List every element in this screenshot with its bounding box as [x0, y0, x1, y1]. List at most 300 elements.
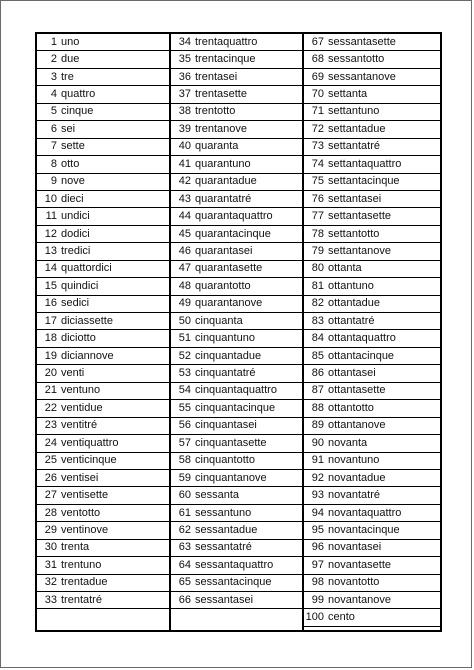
number-word: settantotto: [328, 227, 380, 240]
number-digits: 83: [311, 314, 324, 327]
number-word: cinquantacinque: [195, 401, 276, 414]
number-word: settantacinque: [328, 175, 400, 188]
table-row: [171, 383, 302, 400]
number-word: settantanove: [328, 244, 391, 257]
number-word: tredici: [61, 244, 91, 257]
number-digits: 55: [178, 401, 191, 414]
number-word: ventiquattro: [61, 436, 119, 449]
number-digits: 6: [50, 122, 57, 135]
table-row: [304, 540, 440, 557]
number-word: ottantotto: [328, 401, 374, 414]
number-word: cinquantasei: [195, 419, 257, 432]
number-digits: 98: [311, 576, 324, 589]
table-row: [304, 365, 440, 382]
number-digits: 94: [311, 506, 324, 519]
number-digits: 97: [311, 558, 324, 571]
table-row: [171, 470, 302, 487]
number-digits: 17: [44, 314, 57, 327]
number-word: quattro: [61, 88, 96, 101]
number-word: quarantasei: [195, 244, 253, 257]
number-word: novantuno: [328, 454, 380, 467]
numbers-table: [35, 32, 442, 632]
number-word: trentatré: [61, 593, 102, 606]
table-row: [37, 330, 169, 347]
table-row: [37, 51, 169, 68]
number-word: ventitré: [61, 419, 98, 432]
table-row: [37, 261, 169, 278]
number-digits: 77: [311, 210, 324, 223]
table-row: [304, 522, 440, 539]
table-row: [37, 522, 169, 539]
number-word: diciotto: [61, 332, 96, 345]
table-row: [171, 191, 302, 208]
table-row: [37, 418, 169, 435]
number-word: ottanta: [328, 262, 362, 275]
number-digits: 84: [311, 332, 324, 345]
number-digits: 39: [178, 122, 191, 135]
number-digits: 28: [44, 506, 57, 519]
table-row: [304, 261, 440, 278]
table-row: [304, 86, 440, 103]
number-word: cinquantanove: [195, 471, 267, 484]
number-word: sessantasette: [328, 35, 396, 48]
number-word: novanta: [328, 436, 368, 449]
number-digits: 32: [44, 576, 57, 589]
number-digits: 65: [178, 576, 191, 589]
number-word: trentadue: [61, 576, 108, 589]
number-digits: 29: [44, 523, 57, 536]
number-digits: 81: [311, 279, 324, 292]
table-row: [304, 557, 440, 574]
table-row: [171, 557, 302, 574]
number-word: novantasette: [328, 558, 391, 571]
table-row: [171, 365, 302, 382]
number-word: trentanove: [195, 122, 247, 135]
number-word: diciannove: [61, 349, 114, 362]
table-row: [37, 453, 169, 470]
number-digits: 88: [311, 401, 324, 414]
number-digits: 93: [311, 489, 324, 502]
table-row: [37, 156, 169, 173]
number-digits: 68: [311, 53, 324, 66]
number-digits: 5: [50, 105, 57, 118]
number-digits: 99: [311, 593, 324, 606]
table-row: [37, 226, 169, 243]
table-row: [37, 540, 169, 557]
table-row: [304, 313, 440, 330]
number-word: novantanove: [328, 593, 391, 606]
number-word: settantasei: [328, 192, 382, 205]
number-digits: 69: [311, 70, 324, 83]
number-digits: 51: [178, 332, 191, 345]
number-word: sessantuno: [195, 506, 252, 519]
number-word: novantotto: [328, 576, 380, 589]
table-row: [304, 609, 440, 626]
table-row: [171, 261, 302, 278]
table-row: [37, 313, 169, 330]
table-row: [304, 278, 440, 295]
table-row: [304, 330, 440, 347]
number-word: ottantadue: [328, 297, 380, 310]
table-row: [304, 487, 440, 504]
number-word: settanta: [328, 88, 368, 101]
number-digits: 91: [311, 454, 324, 467]
number-digits: 58: [178, 454, 191, 467]
number-word: quattordici: [61, 262, 112, 275]
table-row: [171, 226, 302, 243]
number-digits: 16: [44, 297, 57, 310]
table-row: [37, 383, 169, 400]
number-word: sessantasei: [195, 593, 254, 606]
number-digits: 66: [178, 593, 191, 606]
table-row: [304, 348, 440, 365]
table-row: [171, 139, 302, 156]
table-row: [171, 313, 302, 330]
number-digits: 33: [44, 593, 57, 606]
table-row: [37, 243, 169, 260]
number-digits: 57: [178, 436, 191, 449]
number-digits: 3: [50, 70, 57, 83]
number-digits: 87: [311, 384, 324, 397]
number-digits: 59: [178, 471, 191, 484]
number-word: ventisette: [61, 489, 109, 502]
number-word: sessanta: [195, 489, 240, 502]
number-word: ottantanove: [328, 419, 386, 432]
number-word: trentacinque: [195, 53, 256, 66]
number-digits: 73: [311, 140, 324, 153]
table-row: [171, 208, 302, 225]
table-row: [304, 174, 440, 191]
number-word: novantasei: [328, 541, 382, 554]
table-row: [304, 191, 440, 208]
table-row: [304, 383, 440, 400]
number-word: novantaquattro: [328, 506, 402, 519]
number-word: quarantasette: [195, 262, 263, 275]
table-row: [37, 592, 169, 609]
number-digits: 49: [178, 297, 191, 310]
table-row: [171, 348, 302, 365]
number-digits: 89: [311, 419, 324, 432]
number-word: sessantaquattro: [195, 558, 274, 571]
table-row: [304, 470, 440, 487]
number-word: otto: [61, 157, 80, 170]
number-word: quarantatré: [195, 192, 252, 205]
table-row: [304, 243, 440, 260]
table-row: [171, 278, 302, 295]
number-word: ottantacinque: [328, 349, 395, 362]
number-digits: 25: [44, 454, 57, 467]
table-row: [171, 487, 302, 504]
table-row: [304, 139, 440, 156]
number-word: settantadue: [328, 122, 386, 135]
number-digits: 64: [178, 558, 191, 571]
table-row: [171, 243, 302, 260]
number-word: ottantasette: [328, 384, 386, 397]
table-row: [171, 34, 302, 51]
number-digits: 27: [44, 489, 57, 502]
table-row: [37, 34, 169, 51]
number-digits: 43: [178, 192, 191, 205]
number-word: dodici: [61, 227, 90, 240]
table-column-3: [302, 34, 440, 630]
number-digits: 54: [178, 384, 191, 397]
number-digits: 85: [311, 349, 324, 362]
table-row: [304, 575, 440, 592]
number-word: sessantadue: [195, 523, 258, 536]
number-digits: 70: [311, 88, 324, 101]
number-word: venticinque: [61, 454, 117, 467]
number-digits: 74: [311, 157, 324, 170]
number-word: sessantotto: [328, 53, 385, 66]
table-row: [304, 418, 440, 435]
number-word: sessantatré: [195, 541, 252, 554]
number-digits: 72: [311, 122, 324, 135]
number-word: undici: [61, 210, 90, 223]
number-word: cinquantotto: [195, 454, 255, 467]
table-row: [37, 86, 169, 103]
number-word: sessantacinque: [195, 576, 272, 589]
number-digits: 18: [44, 332, 57, 345]
number-digits: 15: [44, 279, 57, 292]
number-digits: 14: [44, 262, 57, 275]
number-word: settantaquattro: [328, 157, 402, 170]
number-word: quarantacinque: [195, 227, 271, 240]
table-row: [37, 191, 169, 208]
table-row: [37, 174, 169, 191]
number-digits: 52: [178, 349, 191, 362]
number-digits: 47: [178, 262, 191, 275]
number-word: settantasette: [328, 210, 391, 223]
table-row: [171, 330, 302, 347]
number-word: dieci: [61, 192, 84, 205]
table-row: [37, 400, 169, 417]
number-word: ventotto: [61, 506, 101, 519]
number-word: sette: [61, 140, 85, 153]
number-digits: 100: [305, 611, 324, 624]
number-word: quaranta: [195, 140, 239, 153]
number-digits: 62: [178, 523, 191, 536]
number-digits: 92: [311, 471, 324, 484]
table-row: [171, 156, 302, 173]
number-digits: 19: [44, 349, 57, 362]
number-digits: 2: [50, 53, 57, 66]
number-digits: 82: [311, 297, 324, 310]
number-digits: 42: [178, 175, 191, 188]
number-digits: 56: [178, 419, 191, 432]
number-digits: 86: [311, 367, 324, 380]
number-word: cinquantuno: [195, 332, 255, 345]
table-row: [37, 470, 169, 487]
number-digits: 90: [311, 436, 324, 449]
number-digits: 41: [178, 157, 191, 170]
number-word: due: [61, 53, 80, 66]
empty-row: [37, 609, 169, 626]
number-digits: 78: [311, 227, 324, 240]
number-digits: 61: [178, 506, 191, 519]
table-column-1: [37, 34, 169, 630]
table-row: [171, 575, 302, 592]
table-row: [171, 174, 302, 191]
table-row: [171, 453, 302, 470]
number-digits: 67: [311, 35, 324, 48]
number-word: settantuno: [328, 105, 380, 118]
number-word: sedici: [61, 297, 90, 310]
table-row: [37, 69, 169, 86]
number-digits: 75: [311, 175, 324, 188]
table-row: [304, 400, 440, 417]
number-digits: 48: [178, 279, 191, 292]
number-digits: 24: [44, 436, 57, 449]
number-digits: 8: [50, 157, 57, 170]
table-row: [171, 121, 302, 138]
number-word: novantacinque: [328, 523, 400, 536]
table-row: [171, 522, 302, 539]
table-row: [171, 592, 302, 609]
number-word: tre: [61, 70, 74, 83]
number-word: sei: [61, 122, 76, 135]
number-word: trenta: [61, 541, 90, 554]
table-row: [171, 51, 302, 68]
table-row: [171, 86, 302, 103]
table-row: [171, 69, 302, 86]
table-row: [304, 104, 440, 121]
table-row: [37, 296, 169, 313]
number-word: ottantaquattro: [328, 332, 396, 345]
table-row: [37, 557, 169, 574]
table-row: [171, 435, 302, 452]
number-word: quindici: [61, 279, 99, 292]
table-row: [304, 592, 440, 609]
number-word: settantatré: [328, 140, 380, 153]
number-word: cento: [328, 611, 355, 624]
number-word: quarantotto: [195, 279, 251, 292]
number-word: ventinove: [61, 523, 109, 536]
number-word: uno: [61, 35, 80, 48]
number-digits: 9: [50, 175, 57, 188]
number-digits: 40: [178, 140, 191, 153]
number-word: trentaquattro: [195, 35, 258, 48]
number-digits: 7: [50, 140, 57, 153]
table-row: [37, 505, 169, 522]
number-digits: 46: [178, 244, 191, 257]
number-word: ventidue: [61, 401, 103, 414]
number-digits: 30: [44, 541, 57, 554]
number-word: ottantasei: [328, 367, 376, 380]
number-digits: 23: [44, 419, 57, 432]
number-digits: 34: [178, 35, 191, 48]
number-word: ventisei: [61, 471, 99, 484]
number-digits: 60: [178, 489, 191, 502]
number-word: sessantanove: [328, 70, 396, 83]
table-row: [171, 418, 302, 435]
number-digits: 53: [178, 367, 191, 380]
number-word: cinquantadue: [195, 349, 262, 362]
number-word: trentasette: [195, 88, 247, 101]
number-digits: 13: [44, 244, 57, 257]
number-word: quarantuno: [195, 157, 251, 170]
number-digits: 21: [44, 384, 57, 397]
number-word: trentuno: [61, 558, 102, 571]
number-word: cinque: [61, 105, 94, 118]
number-word: novantatré: [328, 489, 380, 502]
table-column-2: [169, 34, 302, 630]
table-row: [37, 575, 169, 592]
empty-row: [171, 609, 302, 626]
number-digits: 44: [178, 210, 191, 223]
number-digits: 4: [50, 88, 57, 101]
number-digits: 45: [178, 227, 191, 240]
number-word: quarantadue: [195, 175, 257, 188]
number-digits: 63: [178, 541, 191, 554]
table-row: [171, 296, 302, 313]
table-row: [171, 400, 302, 417]
number-digits: 76: [311, 192, 324, 205]
number-digits: 79: [311, 244, 324, 257]
number-digits: 95: [311, 523, 324, 536]
table-row: [37, 487, 169, 504]
number-word: venti: [61, 367, 85, 380]
number-digits: 12: [44, 227, 57, 240]
number-word: cinquanta: [195, 314, 243, 327]
table-row: [304, 453, 440, 470]
number-word: nove: [61, 175, 85, 188]
table-row: [37, 139, 169, 156]
number-digits: 11: [45, 210, 57, 223]
table-row: [304, 34, 440, 51]
number-word: cinquantatré: [195, 367, 256, 380]
number-digits: 71: [311, 105, 324, 118]
number-word: ventuno: [61, 384, 101, 397]
number-digits: 36: [178, 70, 191, 83]
number-digits: 10: [44, 192, 57, 205]
number-digits: 1: [50, 35, 57, 48]
number-digits: 20: [44, 367, 57, 380]
table-row: [37, 104, 169, 121]
number-digits: 22: [44, 401, 57, 414]
number-word: trentasei: [195, 70, 238, 83]
table-row: [304, 208, 440, 225]
number-word: quarantanove: [195, 297, 263, 310]
table-row: [304, 156, 440, 173]
table-row: [304, 226, 440, 243]
table-row: [304, 296, 440, 313]
number-word: cinquantaquattro: [195, 384, 277, 397]
table-row: [37, 278, 169, 295]
table-row: [304, 505, 440, 522]
number-word: quarantaquattro: [195, 210, 273, 223]
number-word: trentotto: [195, 105, 236, 118]
table-row: [37, 348, 169, 365]
number-digits: 80: [311, 262, 324, 275]
number-digits: 26: [44, 471, 57, 484]
table-row: [304, 121, 440, 138]
number-digits: 37: [178, 88, 191, 101]
number-digits: 38: [178, 105, 191, 118]
number-word: diciassette: [61, 314, 113, 327]
number-digits: 31: [44, 558, 57, 571]
table-row: [304, 435, 440, 452]
number-digits: 96: [311, 541, 324, 554]
table-row: [37, 121, 169, 138]
table-row: [304, 69, 440, 86]
number-digits: 50: [178, 314, 191, 327]
table-row: [304, 51, 440, 68]
number-word: cinquantasette: [195, 436, 267, 449]
number-word: ottantuno: [328, 279, 374, 292]
table-row: [171, 104, 302, 121]
table-row: [171, 505, 302, 522]
table-row: [171, 540, 302, 557]
